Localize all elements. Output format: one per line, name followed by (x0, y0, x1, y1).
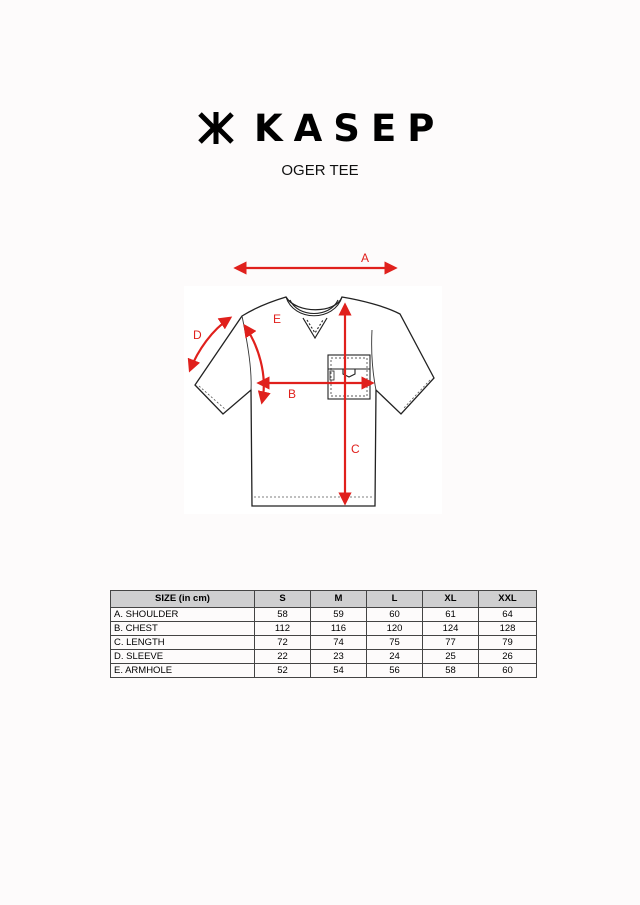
header-size-m: M (311, 591, 367, 608)
table-cell: 60 (367, 608, 423, 622)
table-cell: 74 (311, 636, 367, 650)
table-cell: 75 (367, 636, 423, 650)
row-label: E. ARMHOLE (111, 664, 255, 678)
table-cell: 52 (255, 664, 311, 678)
table-cell: 72 (255, 636, 311, 650)
table-cell: 116 (311, 622, 367, 636)
row-label: C. LENGTH (111, 636, 255, 650)
table-cell: 54 (311, 664, 367, 678)
table-cell: 60 (479, 664, 537, 678)
label-e: E (273, 312, 282, 326)
row-label: D. SLEEVE (111, 650, 255, 664)
table-row (111, 622, 537, 636)
table-cell: 59 (311, 608, 367, 622)
brand-name: KASEP (254, 107, 446, 150)
table-cell: 124 (423, 622, 479, 636)
table-cell: 56 (367, 664, 423, 678)
table-cell: 120 (367, 622, 423, 636)
label-d: D (193, 328, 202, 342)
table-cell: 77 (423, 636, 479, 650)
row-label: B. CHEST (111, 622, 255, 636)
label-b: B (288, 387, 297, 401)
table-cell: 112 (255, 622, 311, 636)
table-cell: 58 (423, 664, 479, 678)
table-row (111, 664, 537, 678)
table-row (111, 608, 537, 622)
table-cell: 61 (423, 608, 479, 622)
table-header-row (111, 591, 537, 608)
header-size-xl: XL (423, 591, 479, 608)
chest-pocket (328, 355, 370, 399)
table-cell: 64 (479, 608, 537, 622)
label-a: A (361, 251, 370, 265)
header-size-xxl: XXL (479, 591, 537, 608)
table-cell: 26 (479, 650, 537, 664)
table-cell: 128 (479, 622, 537, 636)
header-size-label: SIZE (in cm) (111, 591, 255, 608)
table-cell: 25 (423, 650, 479, 664)
table-cell: 79 (479, 636, 537, 650)
table-row (111, 650, 537, 664)
table-cell: 58 (255, 608, 311, 622)
table-cell: 22 (255, 650, 311, 664)
size-chart-table (110, 590, 537, 678)
row-label: A. SHOULDER (111, 608, 255, 622)
table-cell: 23 (311, 650, 367, 664)
product-name: OGER TEE (281, 162, 359, 179)
table-cell: 24 (367, 650, 423, 664)
table-row (111, 636, 537, 650)
header-size-l: L (367, 591, 423, 608)
header-size-s: S (255, 591, 311, 608)
label-c: C (351, 442, 360, 456)
